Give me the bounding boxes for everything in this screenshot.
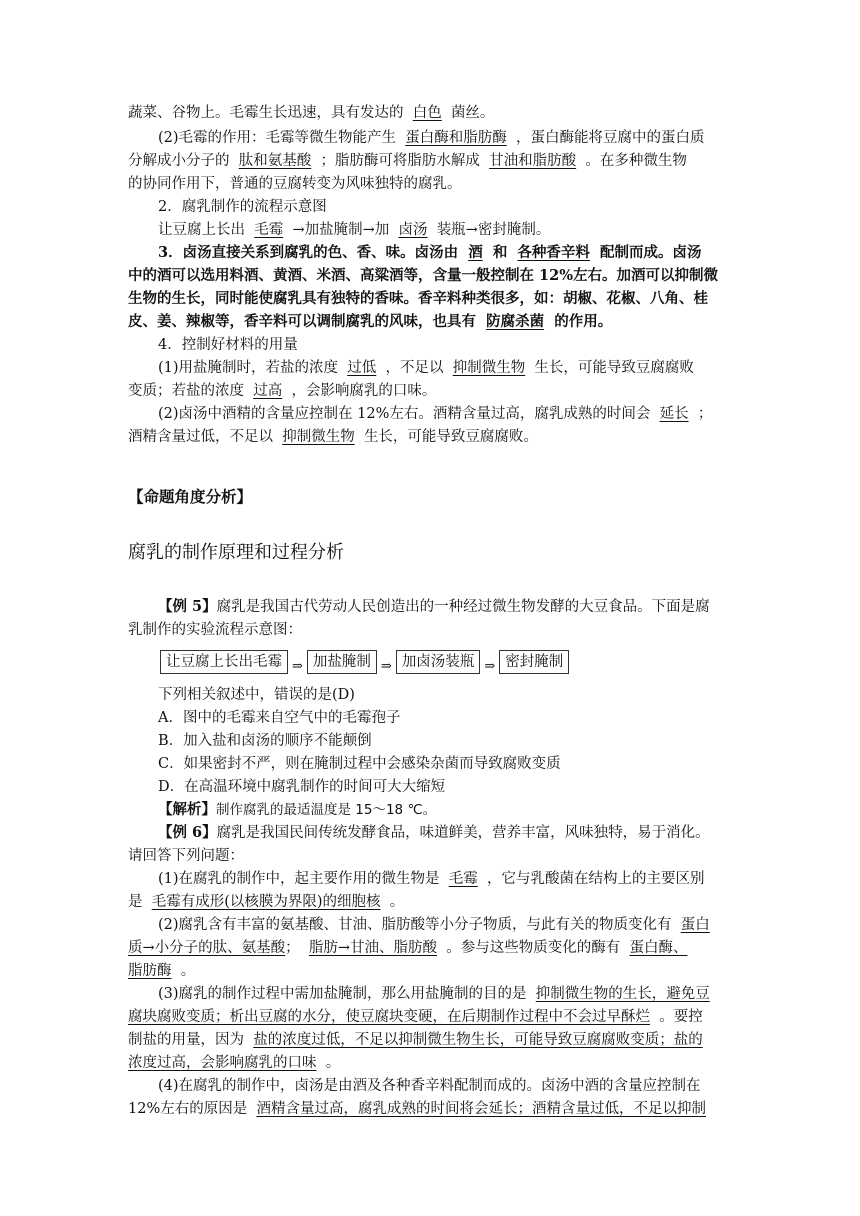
answer-blank: 蛋白酶、 xyxy=(629,940,688,956)
flow-diagram xyxy=(160,650,569,678)
text-line: 中的酒可以选用料酒、黄酒、米酒、高粱酒等，含量一般控制在 12%左右。加酒可以抑制微 xyxy=(128,267,719,284)
text-line: 是 毛霉有成形(以核膜为界限)的细胞核 。 xyxy=(128,894,405,910)
flow-step: 加卤汤装瓶 xyxy=(396,650,481,674)
text-line: 【例 5】腐乳是我国古代劳动人民创造出的一种经过微生物发酵的大豆食品。下面是腐 xyxy=(158,598,710,615)
answer-blank: 过高 xyxy=(253,383,283,399)
text-line: 生物的生长，同时能使腐乳具有独特的香味。香辛料种类很多，如：胡椒、花椒、八角、桂 xyxy=(128,290,708,307)
arrow-icon: ⇒ xyxy=(484,659,496,674)
answer-blank: 抑制微生物 xyxy=(452,360,526,376)
text-line: 浓度过高，会影响腐乳的口味 。 xyxy=(128,1055,341,1071)
answer-blank: 酒 xyxy=(468,244,483,261)
option-c: C．如果密封不严，则在腌制过程中会感染杂菌而导致腐败变质 xyxy=(158,756,561,772)
example-tag: 【例 5】 xyxy=(158,598,217,615)
text-line: 乳制作的实验流程示意图： xyxy=(128,622,302,638)
answer-blank: 毛霉 xyxy=(254,222,284,238)
answer-blank: 酒精含量过高，腐乳成熟的时间将会延长；酒精含量过低，不足以抑制 xyxy=(256,1101,706,1117)
answer-blank: 腐块腐败变质；析出豆腐的水分，使豆腐块变硬，在后期制作过程中不会过早酥烂 xyxy=(128,1009,650,1025)
answer-blank: 毛霉有成形(以核膜为界限)的细胞核 xyxy=(151,894,381,910)
text-line: (2)腐乳含有丰富的氨基酸、甘油、脂肪酸等小分子物质，与此有关的物质变化有 蛋白 xyxy=(158,917,710,933)
flow-step: 让豆腐上长出毛霉 xyxy=(160,650,288,674)
example-tag: 【例 6】 xyxy=(158,824,217,841)
answer-blank: 各种香辛料 xyxy=(517,244,590,261)
text-line: 蔬菜、谷物上。毛霉生长迅速，具有发达的 白色 菌丝。 xyxy=(128,105,495,121)
answer-blank: 蛋白酶和脂肪酶 xyxy=(405,130,507,146)
text-line: (1)用盐腌制时，若盐的浓度 过低 ，不足以 抑制微生物 生长，可能导致豆腐腐败 xyxy=(158,360,694,376)
answer-blank: 毛霉 xyxy=(448,871,478,887)
flow-step: 加盐腌制 xyxy=(307,650,377,674)
answer-blank: 脂肪→甘油、脂肪酸 xyxy=(308,940,438,956)
option-a: A．图中的毛霉来自空气中的毛霉孢子 xyxy=(158,710,401,726)
text-line: (3)腐乳的制作过程中需加盐腌制，那么用盐腌制的目的是 抑制微生物的生长，避免豆 xyxy=(158,986,710,1002)
topic-title: 腐乳的制作原理和过程分析 xyxy=(128,542,344,563)
arrow-icon: ⇒ xyxy=(292,659,303,674)
text-line: 3．卤汤直接关系到腐乳的色、香、味。卤汤由 酒 和 各种香辛料 配制而成。卤汤 xyxy=(158,244,702,261)
answer-blank: 肽和氨基酸 xyxy=(238,153,312,169)
text-line: 变质；若盐的浓度 过高 ，会影响腐乳的口味。 xyxy=(128,383,437,399)
answer-blank: 抑制微生物 xyxy=(282,429,355,445)
answer-blank: 浓度过高，会影响腐乳的口味 xyxy=(128,1055,317,1071)
option-d: D．在高温环境中腐乳制作的时间可大大缩短 xyxy=(158,779,446,795)
answer-blank: 防腐杀菌 xyxy=(486,313,545,330)
analysis-text: 【解析】制作腐乳的最适温度是 15～18 ℃。 xyxy=(158,801,437,818)
text-line: (1)在腐乳的制作中，起主要作用的微生物是 毛霉 ，它与乳酸菌在结构上的主要区别 xyxy=(158,871,705,887)
text-line: 12%左右的原因是 酒精含量过高，腐乳成熟的时间将会延长；酒精含量过低，不足以抑制 xyxy=(128,1101,706,1117)
text-line: 皮、姜、辣椒等，香辛料可以调制腐乳的风味，也具有 防腐杀菌 的作用。 xyxy=(128,313,613,330)
answer-blank: 甘油和脂肪酸 xyxy=(489,153,577,169)
answer-blank: 盐的浓度过低，不足以抑制微生物生长，可能导致豆腐腐败变质；盐的 xyxy=(253,1032,703,1048)
option-b: B．加入盐和卤汤的顺序不能颠倒 xyxy=(158,733,372,749)
text-line: 质→小分子的肽、氨基酸； 脂肪→甘油、脂肪酸 。参与这些物质变化的酶有 蛋白酶、 xyxy=(128,940,688,956)
answer-blank: 延长 xyxy=(659,406,689,422)
answer-blank: 抑制微生物的生长，避免豆 xyxy=(535,986,710,1002)
answer-blank: 白色 xyxy=(412,105,442,121)
flow-step: 密封腌制 xyxy=(499,650,569,674)
answer-blank: 卤汤 xyxy=(398,222,428,238)
text-line: (4)在腐乳的制作中，卤汤是由酒及各种香辛料配制而成的。卤汤中酒的含量应控制在 xyxy=(158,1078,701,1094)
text-line: 腐块腐败变质；析出豆腐的水分，使豆腐块变硬，在后期制作过程中不会过早酥烂 。要控 xyxy=(128,1009,703,1025)
text-line: 脂肪酶 。 xyxy=(128,963,196,979)
answer-blank: 质→小分子的肽、氨基酸 xyxy=(128,940,286,956)
text-line: 2．腐乳制作的流程示意图 xyxy=(158,199,327,215)
text-line: 请回答下列问题： xyxy=(128,848,244,864)
text-line: 的协同作用下，普通的豆腐转变为风味独特的腐乳。 xyxy=(128,176,462,192)
text-line: 制盐的用量，因为 盐的浓度过低，不足以抑制微生物生长，可能导致豆腐腐败变质；盐的 xyxy=(128,1032,703,1048)
text-line: (2)卤汤中酒精的含量应控制在 12%左右。酒精含量过高，腐乳成熟的时间会 延长 ； xyxy=(158,406,713,422)
text-line: (2)毛霉的作用：毛霉等微生物能产生 蛋白酶和脂肪酶 ，蛋白酶能将豆腐中的蛋白质 xyxy=(158,130,705,146)
text-line: 4．控制好材料的用量 xyxy=(158,337,298,353)
arrow-icon: ⇒ xyxy=(380,659,392,674)
answer-blank: 脂肪酶 xyxy=(128,963,172,979)
answer-blank: 过低 xyxy=(347,360,377,376)
text-line: 分解成小分子的 肽和氨基酸 ；脂肪酶可将脂肪水解成 甘油和脂肪酸 。在多种微生物 xyxy=(128,153,687,169)
analysis-tag: 【解析】 xyxy=(158,801,216,818)
text-line: 酒精含量过低，不足以 抑制微生物 生长，可能导致豆腐腐败。 xyxy=(128,429,538,445)
question-text: 下列相关叙述中，错误的是(D) xyxy=(158,687,355,703)
answer-blank: 蛋白 xyxy=(680,917,710,933)
text-line: 【例 6】腐乳是我国民间传统发酵食品，味道鲜美，营养丰富，风味独特，易于消化。 xyxy=(158,824,710,841)
text-line: 让豆腐上长出 毛霉 →加盐腌制→加 卤汤 装瓶→密封腌制。 xyxy=(158,222,551,238)
section-heading: 【命题角度分析】 xyxy=(128,488,253,506)
